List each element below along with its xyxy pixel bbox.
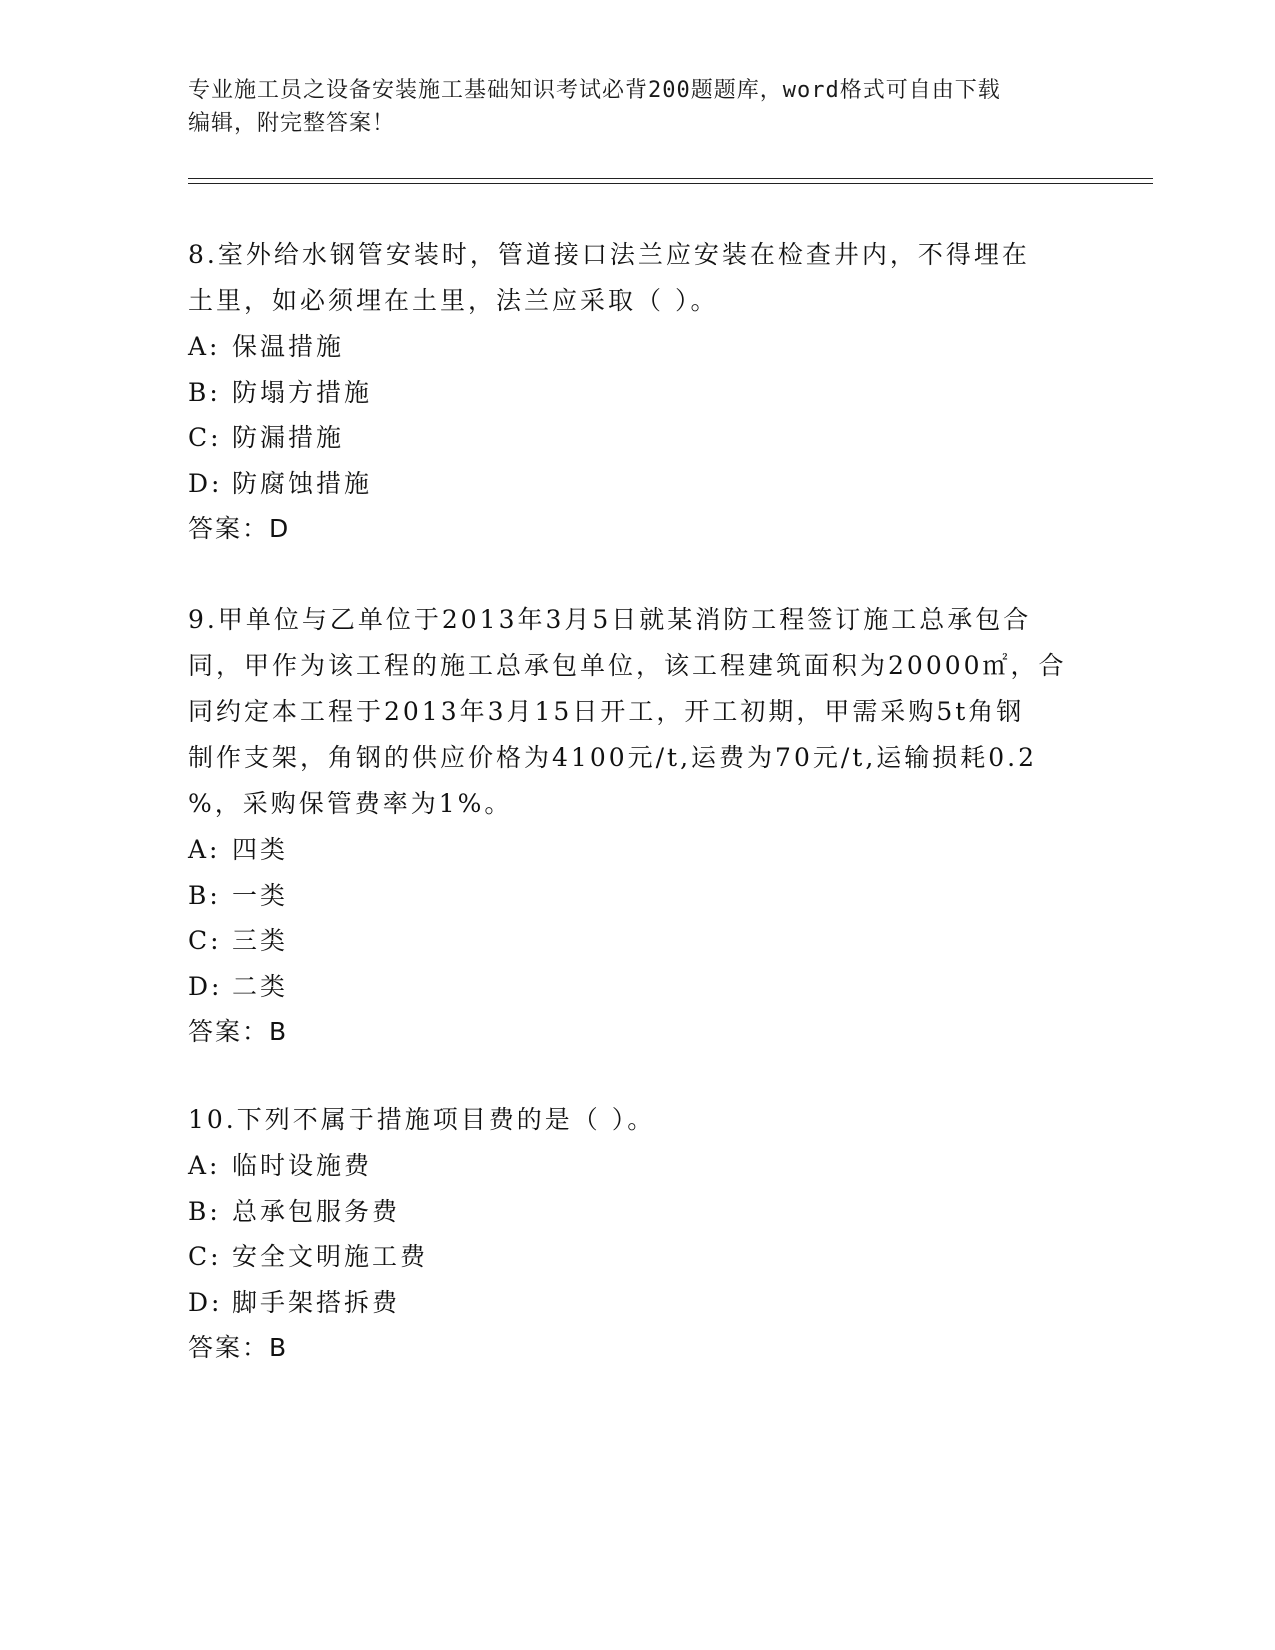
option-text: 三类 — [232, 926, 289, 955]
option-key: B: — [188, 880, 221, 910]
option-key: A: — [188, 332, 221, 361]
question-9 — [188, 597, 1088, 1055]
option-text: 四类 — [232, 835, 289, 864]
option-text: 防塌方措施 — [232, 377, 373, 407]
option-text: 保温措施 — [232, 332, 345, 361]
option-a — [188, 324, 1088, 370]
question-stem-line: 制作支架，角钢的供应价格为4100元/t,运费为70元/t,运输损耗0.2 — [188, 743, 1038, 772]
option-text: 脚手架搭拆费 — [232, 1287, 401, 1317]
question-stem-line: 土里，如必须埋在土里，法兰应采取（ ）。 — [188, 286, 719, 315]
option-text: 防腐蚀措施 — [232, 468, 373, 498]
option-key: A: — [188, 835, 221, 864]
option-text: 二类 — [232, 971, 289, 1001]
option-key: D: — [188, 1287, 223, 1317]
question-stem-line: 10.下列不属于措施项目费的是（ ）。 — [188, 1105, 656, 1134]
question-stem-line: 同，甲作为该工程的施工总承包单位，该工程建筑面积为20000㎡，合 — [188, 651, 1067, 680]
option-b — [188, 1189, 1088, 1235]
header-line-2: 编辑，附完整答案！ — [188, 111, 396, 136]
option-a — [188, 1143, 1088, 1189]
option-a — [188, 827, 1088, 873]
option-b — [188, 370, 1088, 416]
option-text: 临时设施费 — [232, 1151, 373, 1180]
option-key: C: — [188, 1242, 222, 1271]
option-text: 总承包服务费 — [232, 1196, 401, 1226]
header-divider-bottom — [188, 183, 1153, 184]
option-key: C: — [188, 423, 222, 452]
option-d — [188, 964, 1088, 1010]
option-key: B: — [188, 1196, 221, 1226]
question-stem-line: 同约定本工程于2013年3月15日开工，开工初期，甲需采购5t角钢 — [188, 697, 1025, 726]
option-c — [188, 415, 1088, 461]
question-stem-line: %，采购保管费率为1%。 — [188, 789, 513, 818]
question-10 — [188, 1097, 1088, 1371]
answer-label: 答案：B — [188, 1333, 289, 1362]
option-b — [188, 873, 1088, 919]
option-text: 安全文明施工费 — [232, 1242, 429, 1271]
option-d — [188, 1280, 1088, 1326]
question-stem-line: 9.甲单位与乙单位于2013年3月5日就某消防工程签订施工总承包合 — [188, 605, 1032, 634]
option-text: 防漏措施 — [232, 423, 345, 452]
option-key: B: — [188, 377, 221, 407]
document-header — [188, 74, 1088, 140]
option-key: D: — [188, 468, 223, 498]
header-line-1: 专业施工员之设备安装施工基础知识考试必背200题题库，word格式可自由下载 — [188, 78, 1001, 103]
option-key: D: — [188, 971, 223, 1001]
answer-label: 答案：B — [188, 1017, 289, 1046]
question-stem-line: 8.室外给水钢管安装时，管道接口法兰应安装在检查井内，不得埋在 — [188, 240, 1030, 269]
option-key: C: — [188, 926, 222, 955]
question-8 — [188, 232, 1088, 552]
header-divider-top — [188, 178, 1153, 179]
option-key: A: — [188, 1151, 221, 1180]
option-c — [188, 1234, 1088, 1280]
answer-label: 答案：D — [188, 514, 291, 543]
option-c — [188, 918, 1088, 964]
option-text: 一类 — [232, 880, 289, 910]
option-d — [188, 461, 1088, 507]
